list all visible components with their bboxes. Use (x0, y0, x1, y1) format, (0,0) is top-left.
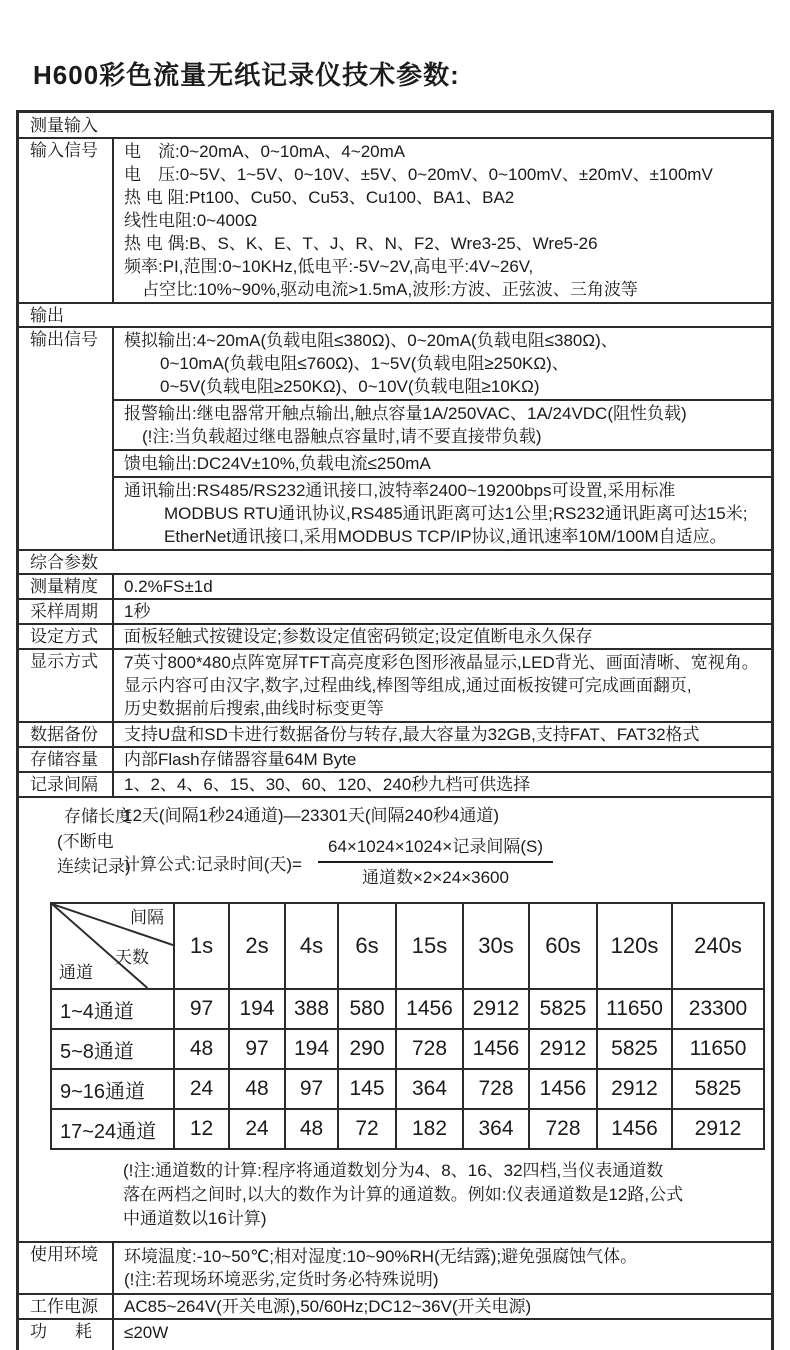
row-label (57, 804, 132, 879)
row-power-consumption (19, 1318, 771, 1350)
spec-line: 0~10mA(负载电阻≤760Ω)、1~5V(负载电阻≥250KΩ)、 (160, 354, 569, 373)
row-content (114, 1243, 771, 1293)
spec-line: 历史数据前后搜索,曲线时标变更等 (124, 699, 384, 718)
row-label: 测量精度 (19, 575, 114, 598)
row-value: 1、2、4、6、15、30、60、120、240秒九档可供选择 (124, 775, 531, 794)
row-label: 输入信号 (19, 139, 114, 302)
table-cell: 97 (229, 1029, 285, 1069)
table-col-header: 30s (463, 903, 529, 989)
table-col-header: 120s (597, 903, 672, 989)
row-value: 支持U盘和SD卡进行数据备份与转存,最大容量为32GB,支持FAT、FAT32格式 (124, 725, 700, 744)
row-label: 数据备份 (19, 723, 114, 746)
table-cell: 48 (229, 1069, 285, 1109)
row-value: 面板轻触式按键设定;参数设定值密码锁定;设定值断电永久保存 (124, 627, 593, 646)
spec-line: 7英寸800*480点阵宽屏TFT高亮度彩色图形液晶显示,LED背光、画面清晰、宽视角。 (124, 653, 759, 672)
row-environment (19, 1241, 771, 1293)
table-col-header: 2s (229, 903, 285, 989)
table-cell: 24 (174, 1069, 229, 1109)
spec-line: 环境温度:-10~50℃;相对湿度:10~90%RH(无结露);避免强腐蚀气体。 (124, 1247, 638, 1266)
table-row (51, 989, 764, 1029)
note-line: (!注:通道数的计算:程序将通道数划分为4、8、16、32四档,当仪表通道数 (123, 1161, 664, 1180)
table-cell: 48 (285, 1109, 338, 1149)
formula-fraction (318, 835, 553, 889)
table-cell: 728 (396, 1029, 463, 1069)
spec-line: 频率:PI,范围:0~10KHz,低电平:-5V~2V,高电平:4V~26V, (124, 257, 534, 276)
table-cell: 2912 (529, 1029, 597, 1069)
spec-line: 模拟输出:4~20mA(负载电阻≤380Ω)、0~20mA(负载电阻≤380Ω)、 (124, 331, 618, 350)
row-value: 内部Flash存储器容量64M Byte (124, 750, 357, 769)
spec-line: (!注:若现场环境恶劣,定货时务必特殊说明) (124, 1270, 439, 1289)
spec-line: 0~5V(负载电阻≥250KΩ)、0~10V(负载电阻≥10KΩ) (160, 377, 540, 396)
spec-line: MODBUS RTU通讯协议,RS485通讯距离可达1公里;RS232通讯距离可达15米; (164, 504, 748, 523)
row-label-text: 功耗 (30, 1322, 92, 1341)
row-label: 使用环境 (19, 1243, 114, 1293)
table-col-header: 15s (396, 903, 463, 989)
row-content (114, 650, 771, 721)
table-row-label: 9~16通道 (51, 1069, 174, 1109)
table-cell: 48 (174, 1029, 229, 1069)
row-capacity (19, 746, 771, 771)
row-value: 1秒 (124, 602, 151, 621)
row-sampling (19, 598, 771, 623)
storage-note (123, 1159, 771, 1231)
row-output-signal (19, 326, 771, 549)
table-row-label: 1~4通道 (51, 989, 174, 1029)
row-setting (19, 623, 771, 648)
formula-numerator: 64×1024×1024×记录间隔(S) (318, 835, 553, 863)
diagonal-header-cell (51, 903, 174, 989)
table-cell: 2912 (463, 989, 529, 1029)
section-output (19, 302, 771, 326)
table-row (51, 1069, 764, 1109)
table-cell: 2912 (672, 1109, 764, 1149)
storage-formula (123, 835, 771, 889)
storage-label-line: (不断电 (57, 832, 114, 851)
spec-line: 热 电 偶:B、S、K、E、T、J、R、N、F2、Wre3-25、Wre5-26 (124, 234, 598, 253)
spec-line: 通讯输出:RS485/RS232通讯接口,波特率2400~19200bps可设置,采用标准 (124, 481, 676, 500)
table-cell: 5825 (672, 1069, 764, 1109)
row-interval (19, 771, 771, 796)
row-power-supply (19, 1293, 771, 1318)
table-cell: 194 (229, 989, 285, 1029)
feed-output-block (114, 449, 771, 476)
section-label: 综合参数 (30, 552, 98, 572)
table-header-row (51, 903, 764, 989)
note-line: 落在两档之间时,以大的数作为计算的通道数。例如:仪表通道数是12路,公式 (123, 1185, 684, 1204)
row-label: 显示方式 (19, 650, 114, 721)
storage-range: 12天(间隔1秒24通道)—23301天(间隔240秒4通道) (123, 806, 500, 825)
table-cell: 2912 (597, 1069, 672, 1109)
row-label: 采样周期 (19, 600, 114, 623)
storage-label-line: 存储长度 (64, 807, 132, 826)
section-label: 输出 (30, 305, 64, 325)
row-label (19, 1320, 114, 1350)
table-cell: 1456 (463, 1029, 529, 1069)
row-content (114, 139, 771, 302)
table-row-label: 5~8通道 (51, 1029, 174, 1069)
row-value: AC85~264V(开关电源),50/60Hz;DC12~36V(开关电源) (124, 1297, 532, 1316)
table-cell: 1456 (529, 1069, 597, 1109)
note-line: 中通道数以16计算) (123, 1209, 267, 1228)
row-label: 工作电源 (19, 1295, 114, 1318)
table-cell: 5825 (529, 989, 597, 1029)
table-cell: 97 (285, 1069, 338, 1109)
formula-prefix: 计算公式:记录时间(天)= (123, 854, 302, 874)
table-cell: 364 (463, 1109, 529, 1149)
table-cell: 24 (229, 1109, 285, 1149)
table-cell: 728 (463, 1069, 529, 1109)
corner-label-channel: 通道 (59, 963, 93, 982)
row-content (114, 328, 771, 549)
table-cell: 11650 (672, 1029, 764, 1069)
section-measure-input (19, 113, 771, 137)
spec-line: 馈电输出:DC24V±10%,负载电流≤250mA (124, 454, 431, 473)
spec-line: 占空比:10%~90%,驱动电流>1.5mA,波形:方波、正弦波、三角波等 (142, 280, 638, 299)
row-label: 记录间隔 (19, 773, 114, 796)
table-row-label: 17~24通道 (51, 1109, 174, 1149)
table-col-header: 4s (285, 903, 338, 989)
row-value: ≤20W (124, 1323, 169, 1342)
storage-days-table (50, 902, 765, 1150)
table-cell: 388 (285, 989, 338, 1029)
formula-denominator: 通道数×2×24×3600 (362, 868, 509, 887)
spec-table (16, 110, 774, 1350)
row-input-signal (19, 137, 771, 302)
spec-line: 电 压:0~5V、1~5V、0~10V、±5V、0~20mV、0~100mV、±20mV、±100mV (124, 165, 713, 184)
table-cell: 72 (338, 1109, 396, 1149)
row-storage-length (19, 796, 771, 1241)
table-row (51, 1029, 764, 1069)
row-value: 0.2%FS±1d (124, 577, 213, 596)
table-cell: 364 (396, 1069, 463, 1109)
table-cell: 12 (174, 1109, 229, 1149)
spec-line: 热 电 阻:Pt100、Cu50、Cu53、Cu100、BA1、BA2 (124, 188, 515, 207)
table-col-header: 6s (338, 903, 396, 989)
page-title: H600彩色流量无纸记录仪技术参数: (33, 60, 460, 90)
table-col-header: 1s (174, 903, 229, 989)
table-cell: 580 (338, 989, 396, 1029)
table-cell: 145 (338, 1069, 396, 1109)
table-cell: 11650 (597, 989, 672, 1029)
row-display (19, 648, 771, 721)
analog-output-block (114, 328, 771, 399)
row-accuracy (19, 573, 771, 598)
table-cell: 5825 (597, 1029, 672, 1069)
corner-label-interval: 间隔 (130, 908, 164, 927)
table-cell: 1456 (396, 989, 463, 1029)
table-cell: 290 (338, 1029, 396, 1069)
storage-label-line: 连续记录) (57, 857, 131, 876)
table-col-header: 60s (529, 903, 597, 989)
row-backup (19, 721, 771, 746)
spec-line: 显示内容可由汉字,数字,过程曲线,棒图等组成,通过面板按键可完成画面翻页, (124, 676, 692, 695)
table-cell: 1456 (597, 1109, 672, 1149)
section-general (19, 549, 771, 573)
spec-line: 报警输出:继电器常开触点输出,触点容量1A/250VAC、1A/24VDC(阻性负载) (124, 404, 687, 423)
spec-line: (!注:当负载超过继电器触点容量时,请不要直接带负载) (142, 427, 542, 446)
section-label: 测量输入 (30, 115, 98, 135)
spec-line: EtherNet通讯接口,采用MODBUS TCP/IP协议,通讯速率10M/100M自适应。 (164, 527, 727, 546)
table-row (51, 1109, 764, 1149)
corner-label-days: 天数 (115, 948, 149, 967)
table-cell: 182 (396, 1109, 463, 1149)
table-cell: 97 (174, 989, 229, 1029)
spec-line: 电 流:0~20mA、0~10mA、4~20mA (124, 142, 406, 161)
spec-line: 线性电阻:0~400Ω (124, 211, 258, 230)
table-cell: 194 (285, 1029, 338, 1069)
row-label: 存储容量 (19, 748, 114, 771)
table-col-header: 240s (672, 903, 764, 989)
row-label: 设定方式 (19, 625, 114, 648)
alarm-output-block (114, 399, 771, 449)
comm-output-block (114, 476, 771, 549)
table-cell: 23300 (672, 989, 764, 1029)
row-label: 输出信号 (19, 328, 114, 549)
table-cell: 728 (529, 1109, 597, 1149)
